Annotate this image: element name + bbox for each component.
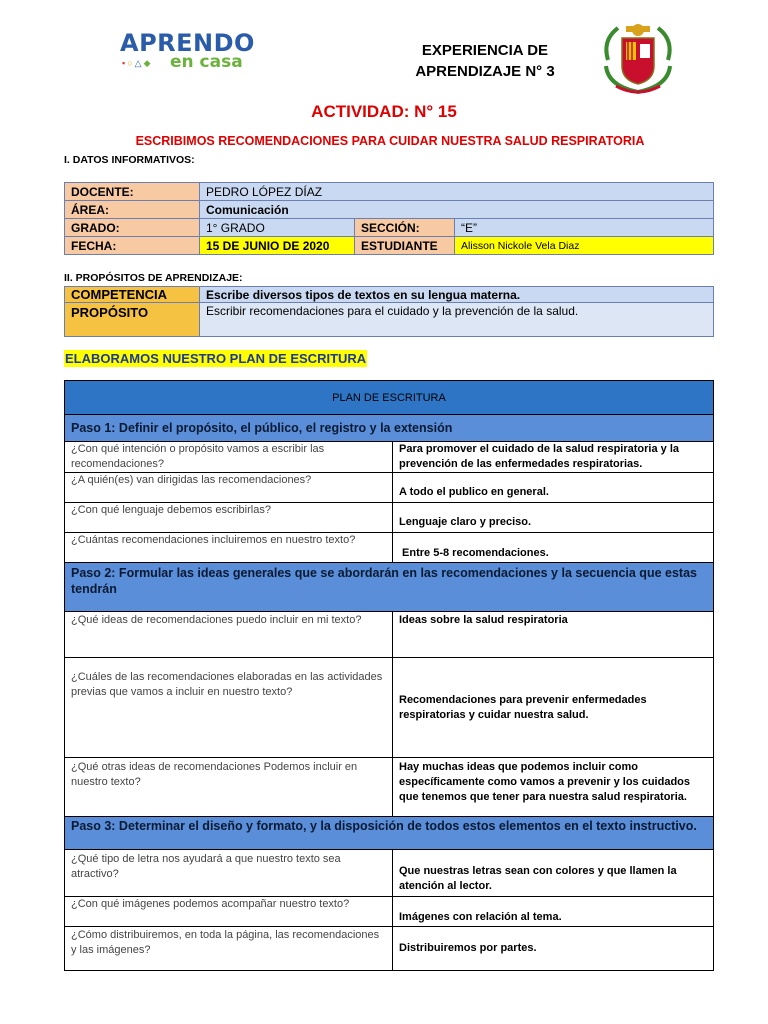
question-cell: ¿Qué otras ideas de recomendaciones Podemos incluir en nuestro texto?: [65, 758, 393, 817]
docente-value: PEDRO LÓPEZ DÍAZ: [200, 183, 714, 201]
question-cell: ¿A quién(es) van dirigidas las recomendaciones?: [65, 473, 393, 503]
answer-cell: Entre 5-8 recomendaciones.: [393, 533, 714, 563]
aprendo-en-casa-logo: [120, 29, 255, 76]
table-row: [65, 381, 714, 415]
seccion-value: “E”: [455, 219, 714, 237]
table-row: [65, 183, 714, 201]
table-row: [65, 442, 714, 473]
propositos-section-label: II. PROPÓSITOS DE APRENDIZAJE:: [64, 272, 243, 284]
area-label: ÁREA:: [65, 201, 200, 219]
answer-cell: Ideas sobre la salud respiratoria: [393, 612, 714, 658]
proposito-value: Escribir recomendaciones para el cuidado y la prevención de la salud.: [200, 303, 714, 337]
proposito-label: PROPÓSITO: [65, 303, 200, 337]
table-row: [65, 927, 714, 971]
question-cell: ¿Qué ideas de recomendaciones puedo incluir en mi texto?: [65, 612, 393, 658]
area-value: Comunicación: [200, 201, 714, 219]
table-row: [65, 473, 714, 503]
question-cell: ¿Cuáles de las recomendaciones elaboradas en las actividades previas que vamos a incluir en nuestro texto?: [65, 658, 393, 758]
fecha-value: 15 DE JUNIO DE 2020: [200, 237, 355, 255]
table-row: [65, 287, 714, 303]
answer-cell: Para promover el cuidado de la salud respiratoria y la prevención de las enfermedades respiratorias.: [393, 442, 714, 473]
table-row: [65, 219, 714, 237]
datos-table: [64, 182, 714, 255]
table-row: [65, 897, 714, 927]
answer-cell: Distribuiremos por partes.: [393, 927, 714, 971]
answer-cell: Hay muchas ideas que podemos incluir como específicamente como vamos a prevenir y los cuidados que tenemos que tener para nuestra salud respiratoria.: [393, 758, 714, 817]
table-row: [65, 758, 714, 817]
table-row: [65, 658, 714, 758]
plan-table: [64, 380, 714, 971]
answer-cell: Recomendaciones para prevenir enfermedades respiratorias y cuidar nuestra salud.: [393, 658, 714, 758]
table-row: [65, 237, 714, 255]
table-row: [65, 533, 714, 563]
logo-shapes-icon: ▪○△◆: [122, 58, 153, 68]
table-row: [65, 817, 714, 850]
table-row: [65, 612, 714, 658]
plan-title: PLAN DE ESCRITURA: [65, 381, 714, 415]
paso1-heading: Paso 1: Definir el propósito, el público, el registro y la extensión: [65, 415, 714, 442]
table-row: [65, 850, 714, 897]
competencia-label: COMPETENCIA: [65, 287, 200, 303]
table-row: [65, 415, 714, 442]
question-cell: ¿Cómo distribuiremos, en toda la página, las recomendaciones y las imágenes?: [65, 927, 393, 971]
answer-cell: Lenguaje claro y preciso.: [393, 503, 714, 533]
table-row: [65, 503, 714, 533]
question-cell: ¿Con qué lenguaje debemos escribirlas?: [65, 503, 393, 533]
datos-section-label: I. DATOS INFORMATIVOS:: [64, 154, 195, 166]
table-row: [65, 303, 714, 337]
paso3-heading: Paso 3: Determinar el diseño y formato, y la disposición de todos estos elementos en el texto instructivo.: [65, 817, 714, 850]
propositos-table: [64, 286, 714, 337]
grado-label: GRADO:: [65, 219, 200, 237]
grado-value: 1° GRADO: [200, 219, 355, 237]
question-cell: ¿Con qué imágenes podemos acompañar nuestro texto?: [65, 897, 393, 927]
paso2-heading: Paso 2: Formular las ideas generales que se abordarán en las recomendaciones y la secuencia que estas tendrán: [65, 563, 714, 612]
docente-label: DOCENTE:: [65, 183, 200, 201]
fecha-label: FECHA:: [65, 237, 200, 255]
experience-title: EXPERIENCIA DE APRENDIZAJE N° 3: [415, 42, 555, 80]
elaboramos-heading: ELABORAMOS NUESTRO PLAN DE ESCRITURA: [65, 351, 367, 366]
question-cell: ¿Con qué intención o propósito vamos a escribir las recomendaciones?: [65, 442, 393, 473]
answer-cell: A todo el publico en general.: [393, 473, 714, 503]
estudiante-value: Alisson Nickole Vela Diaz: [455, 237, 714, 255]
estudiante-label: ESTUDIANTE: [355, 237, 455, 255]
answer-cell: Imágenes con relación al tema.: [393, 897, 714, 927]
answer-cell: Que nuestras letras sean con colores y que llamen la atención al lector.: [393, 850, 714, 897]
question-cell: ¿Qué tipo de letra nos ayudará a que nuestro texto sea atractivo?: [65, 850, 393, 897]
logo-main-text: APRENDO: [120, 29, 255, 57]
seccion-label: SECCIÓN:: [355, 219, 455, 237]
question-cell: ¿Cuántas recomendaciones incluiremos en nuestro texto?: [65, 533, 393, 563]
competencia-value: Escribe diversos tipos de textos en su lengua materna.: [200, 287, 714, 303]
activity-subtitle: ESCRIBIMOS RECOMENDACIONES PARA CUIDAR NUESTRA SALUD RESPIRATORIA: [135, 134, 645, 148]
coat-of-arms-icon: [598, 20, 678, 96]
table-row: [65, 563, 714, 612]
activity-title: ACTIVIDAD: N° 15: [311, 102, 457, 121]
logo-sub-text: en casa: [170, 52, 243, 72]
table-row: [65, 201, 714, 219]
